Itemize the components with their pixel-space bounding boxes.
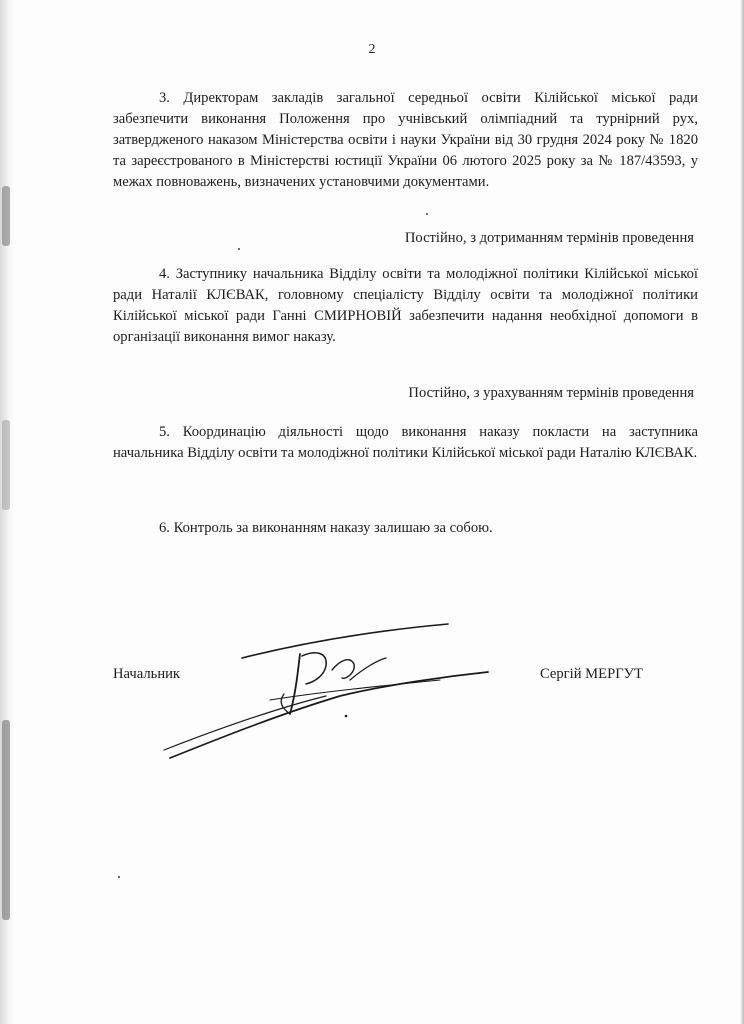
scan-right-edge	[740, 0, 744, 1024]
signer-name: Сергій МЕРГУТ	[540, 666, 643, 682]
signer-position: Начальник	[113, 666, 181, 682]
scan-streak	[2, 720, 10, 920]
scan-streak	[2, 186, 10, 246]
page-number: 2	[368, 42, 376, 57]
deadline-paragraph-4: Постійно, з урахуванням термінів проведення	[408, 385, 694, 401]
scan-left-edge	[0, 0, 14, 1024]
scan-streak	[2, 420, 10, 510]
handwritten-signature	[150, 610, 490, 770]
deadline-paragraph-3: Постійно, з дотриманням термінів проведення	[404, 230, 694, 246]
scan-speck	[238, 248, 240, 250]
paragraph-3: 3. Директорам закладів загальної середньої освіти Кілійської міської ради забезпечити виконання Положення про учнівський олімпіадний та турнірний рух, затвердженого наказом Міністерства освіти і науки України від 30 грудня 2024 року № 1820 та зареєстрованого в Міністерстві юстиції України 06 лютого 2025 року за № 187/43593, у межах повноважень, визначених установчими документами.	[113, 90, 698, 190]
paragraph-4: 4. Заступнику начальника Відділу освіти та молодіжної політики Кілійської міської ради Наталії КЛЄВАК, головному спеціалісту Відділу освіти та молодіжної політики Кілійської міської ради Ганні СМИРНОВІЙ забезпечити надання необхідної допомоги в організації виконання вимог наказу.	[113, 266, 698, 345]
scan-speck	[426, 213, 428, 215]
paragraph-5: 5. Координацію діяльності щодо виконання наказу покласти на заступника начальника Відділу освіти та молодіжної політики Кілійської міської ради Наталію КЛЄВАК.	[113, 424, 698, 461]
paragraph-6: 6. Контроль за виконанням наказу залишаю за собою.	[159, 520, 493, 536]
scan-speck	[118, 876, 120, 878]
